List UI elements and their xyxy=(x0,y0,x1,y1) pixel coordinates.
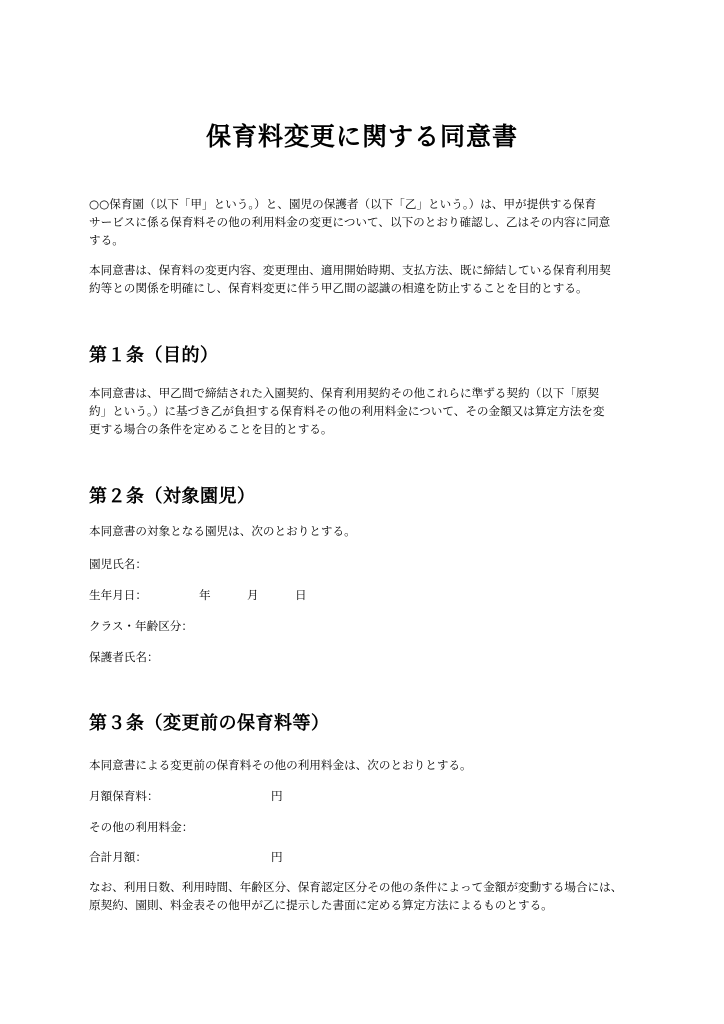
article3-note-line: 原契約、園則、料金表その他甲が乙に提示した書面に定める算定方法によるものとする。 xyxy=(89,898,553,912)
birthdate-label: 生年月日： xyxy=(89,588,147,602)
article2-heading: 第２条（対象園児） xyxy=(89,486,256,507)
monthly-fee-label: 月額保育料： xyxy=(89,789,159,803)
purpose-paragraph xyxy=(89,261,649,297)
total-label: 合計月額： xyxy=(89,850,147,864)
total-unit: 円 xyxy=(271,850,283,864)
article1-heading: 第１条（目的） xyxy=(89,345,219,366)
child-name-label: 園児氏名： xyxy=(89,557,147,571)
purpose-line: 本同意書は、保育料の変更内容、変更理由、適用開始時期、支払方法、既に締結している保育利用契 xyxy=(89,263,611,277)
intro-line: サービスに係る保育料その他の利用料金の変更について、以下のとおり確認し、乙はその内容に同意 xyxy=(89,215,611,229)
monthly-fee-unit: 円 xyxy=(271,789,283,803)
document-title: 保育料変更に関する同意書 xyxy=(205,122,518,151)
birthdate-month-label: 月 xyxy=(247,588,259,602)
article3-intro: 本同意書による変更前の保育料その他の利用料金は、次のとおりとする。 xyxy=(89,758,472,772)
birthdate-day-label: 日 xyxy=(295,588,307,602)
article2-intro: 本同意書の対象となる園児は、次のとおりとする。 xyxy=(89,524,356,538)
intro-line: ○○保育園（以下「甲」という。）と、園児の保護者（以下「乙」という。）は、甲が提供する保育 xyxy=(89,197,597,211)
article3-note-line: なお、利用日数、利用時間、年齢区分、保育認定区分その他の条件によって金額が変動する場合には、 xyxy=(89,880,623,894)
other-fee-label: その他の利用料金： xyxy=(89,820,194,834)
class-label: クラス・年齢区分： xyxy=(89,619,193,633)
guardian-name-label: 保護者氏名： xyxy=(89,650,159,664)
article1-line: 約」という。）に基づき乙が負担する保育料その他の利用料金について、その金額又は算定方法を変 xyxy=(89,404,605,418)
intro-paragraph xyxy=(89,195,649,249)
article1-paragraph xyxy=(89,384,649,438)
article3-note xyxy=(89,878,649,914)
article1-line: 更する場合の条件を定めることを目的とする。 xyxy=(89,422,333,436)
birthdate-year-label: 年 xyxy=(199,588,211,602)
article1-line: 本同意書は、甲乙間で締結された入園契約、保育利用契約その他これらに準ずる契約（以下「原契 xyxy=(89,386,600,400)
article3-heading: 第３条（変更前の保育料等） xyxy=(89,713,330,734)
intro-line: する。 xyxy=(89,233,124,247)
purpose-line: 約等との関係を明確にし、保育料変更に伴う甲乙間の認識の相違を防止することを目的とする。 xyxy=(89,281,588,295)
